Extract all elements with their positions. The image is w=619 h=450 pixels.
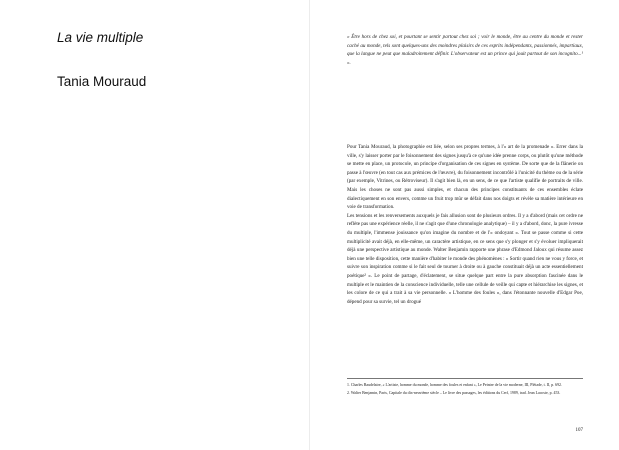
right-page bbox=[310, 0, 619, 450]
footnote-divider bbox=[347, 378, 583, 379]
body-paragraph-1: Pour Tania Mouraud, la photographie est liée, selon ses propres termes, à l'« art de la promenade ». Errer dans la ville, s'y laisser porter par le foisonnement des signes jusqu'à ce qu'une idée prenne corps, ou plutôt qu'une méthode se mette en place, un protocole, un principe d'organisation de ces signes en système. De sorte que de la flânerie on passe à l'œuvre (en tout cas aux prémices de l'œuvre), du foisonnement incontrôlé à l'unicité du thème ou de la série (par exemple, Vitrines, ou Rétroviseur). Il s'agit bien là, en un sens, de ce que l'artiste qualifie de portraits de ville. Mais les choses ne sont pas aussi simples, et chacun des principes constituants de ces ensembles éclate dialectiquement en son envers, comme un fruit trop mûr se défait dans nos doigts et révèle sa matière intérieure en voie de transformation. bbox=[347, 144, 583, 211]
chapter-title: La vie multiple bbox=[57, 30, 144, 45]
body-text bbox=[347, 143, 583, 306]
body-paragraph-2: Les tensions et les renversements auxquels je fais allusion sont de plusieurs ordres. Il y a d'abord (mais cet ordre ne reflète pas une expérience réelle, il ne s'agit que d'une chronologie analytique) – il y a d'abord, donc, la pure ivresse du multiple, l'immense jouissance qu'on imagine du nombre et de l'« ondoyant ». Tout se passe comme si cette multiplicité avait déjà, en elle-même, un caractère artistique, en ce sens que s'y plonger et s'y évoluer impliquerait déjà une perspective artistique au monde. Walter Benjamin rapporte une phrase d'Edmond Jaloux qui résume assez bien une telle disposition, cette manière d'habiter le monde des phénomènes : « Sortir quand rien ne vous y force, et suivre son inspiration comme si le fait seul de tourner à droite ou à gauche constituait déjà un acte essentiellement poétique² ». Le point de partage, d'éclatement, se situe quelque part entre la pure absorption fascinée dans le multiple et le maintien de la conscience individuelle, telle une cellule de veille qui capte et hiérarchise les signes, et les colore de ce qui a trait à sa vie personnelle. « L'homme des foules », dans l'étonnante nouvelle d'Edgar Poe, dépend pour sa survie, tel un drogué bbox=[347, 212, 583, 305]
chapter-author: Tania Mouraud bbox=[57, 74, 147, 90]
footnote-1: 1. Charles Baudelaire, « L'artiste, homme du monde, homme des foules et enfant », Le Peintre de la vie moderne, III, Pléiade, t. II, p. 692. bbox=[347, 383, 562, 387]
footnote-2: 2. Walter Benjamin, Paris, Capitale du dix-neuvième siècle – Le livre des passages, les éditions du Cerf, 1989, trad. Jean Lacoste, p. 453. bbox=[347, 390, 561, 395]
page-number: 107 bbox=[575, 428, 583, 433]
epigraph-quote: « Être hors de chez soi, et pourtant se sentir partout chez soi ; voir le monde, être au centre du monde et rester caché au monde, tels sont quelques-uns des moindres plaisirs de ces esprits indépendants, passionnés, impartiaux, que la langue ne peut que maladroitement définir. L'observateur est un prince qui jouit partout de son incognito...¹ ». bbox=[347, 34, 583, 66]
footnotes bbox=[347, 382, 583, 397]
chapter-heading bbox=[57, 30, 146, 90]
left-page bbox=[0, 0, 309, 450]
